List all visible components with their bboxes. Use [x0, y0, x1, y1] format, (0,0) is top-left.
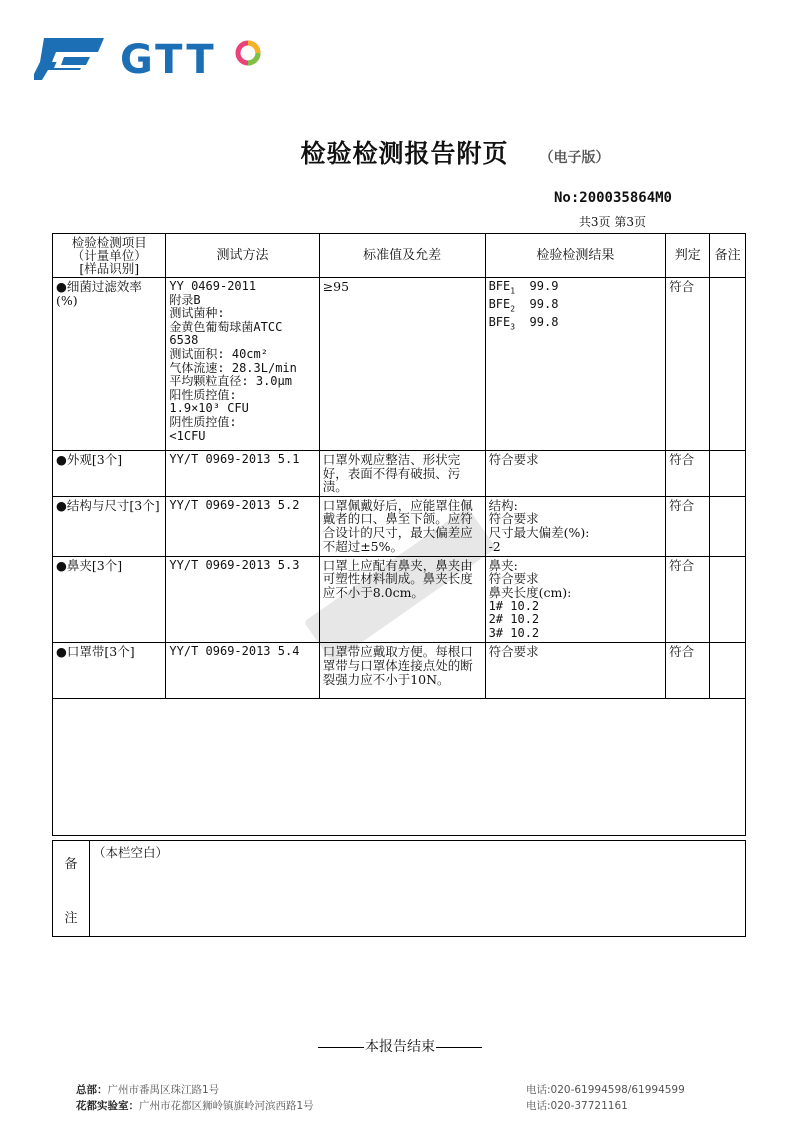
result-cell: [485, 278, 666, 451]
table-header-row: [53, 234, 746, 278]
remarks-table: [52, 840, 746, 937]
gtt-logo-mark-icon: [34, 38, 104, 80]
judgement-cell: 符合: [666, 556, 710, 643]
divider: [318, 1047, 364, 1048]
remark-cell: [710, 451, 746, 497]
lab-phone: 电话:020-37721161: [526, 1100, 628, 1112]
table-row: [53, 643, 746, 699]
bfe-result: $BFE_3$ 99.8: [488, 314, 559, 332]
standard-cell: 口罩带应戴取方便。每根口罩带与口罩体连接点处的断裂强力应不小于10N。: [319, 643, 485, 699]
lab-address-line: 花都实验室：广州市花都区狮岭镇旗岭河滨西路1号: [76, 1100, 314, 1112]
hq-phone: 电话:020-61994598/61994599: [526, 1084, 685, 1096]
remark-cell: [710, 643, 746, 699]
header-item: 检验检测项目 （计量单位） [样品识别]: [53, 234, 166, 278]
report-ending: 本报告结束: [0, 1036, 800, 1056]
judgement-cell: 符合: [666, 643, 710, 699]
table-row: [53, 278, 746, 451]
result-cell: 符合要求: [485, 643, 666, 699]
remarks-label: 备 注: [53, 841, 90, 937]
method-cell: YY 0469-2011 附录B 测试菌种: 金黄色葡萄球菌ATCC 6538 测试面积: 40cm² 气体流速: 28.3L/min 平均颗粒直径: 3.0μm 阳性质控值: 1.9×10³ CFU 阴性质控值: <1CFU: [166, 278, 319, 451]
judgement-cell: 符合: [666, 451, 710, 497]
blank-row: [53, 699, 746, 836]
remark-cell: [710, 556, 746, 643]
table-row: [53, 556, 746, 643]
logo-text: GTT: [120, 37, 217, 83]
divider: [436, 1047, 482, 1048]
blank-cell: [53, 699, 746, 836]
item-cell: ●外观[3个]: [53, 451, 166, 497]
page-info: 共3页 第3页: [578, 215, 646, 229]
standard-cell: 口罩外观应整洁、形状完好，表面不得有破损、污渍。: [319, 451, 485, 497]
header-result: 检验检测结果: [485, 234, 666, 278]
method-cell: YY/T 0969-2013 5.3: [166, 556, 319, 643]
standard-cell: 口罩佩戴好后，应能罩住佩戴者的口、鼻至下颌。应符合设计的尺寸，最大偏差应不超过±5%。: [319, 496, 485, 556]
method-cell: YY/T 0969-2013 5.2: [166, 496, 319, 556]
title-main: 检验检测报告附页: [300, 139, 509, 168]
standard-cell: 口罩上应配有鼻夹，鼻夹由可塑性材料制成。鼻夹长度应不小于8.0cm。: [319, 556, 485, 643]
header-remark: 备注: [710, 234, 746, 278]
bfe-result: $BFE_2$ 99.8: [488, 296, 559, 314]
header-judgement: 判定: [666, 234, 710, 278]
bfe-result: $BFE_1$ 99.9: [488, 279, 559, 296]
result-cell: 鼻夹: 符合要求 鼻夹长度(cm): 1# 10.2 2# 10.2 3# 10.2: [485, 556, 666, 643]
result-cell: 结构: 符合要求 尺寸最大偏差(%): -2: [485, 496, 666, 556]
judgement-cell: 符合: [666, 278, 710, 451]
remark-cell: [710, 278, 746, 451]
item-cell: ●鼻夹[3个]: [53, 556, 166, 643]
remark-cell: [710, 496, 746, 556]
item-cell: ●细菌过滤效率(%): [53, 278, 166, 451]
method-cell: YY/T 0969-2013 5.1: [166, 451, 319, 497]
header-standard: 标准值及允差: [319, 234, 485, 278]
title-sub: （电子版）: [539, 150, 610, 166]
result-cell: 符合要求: [485, 451, 666, 497]
table-row: [53, 496, 746, 556]
report-number: No:200035864M0: [553, 190, 672, 206]
company-logo: [34, 36, 274, 84]
hq-address-line: 总部：广州市番禺区珠江路1号: [76, 1084, 220, 1096]
results-table: [52, 233, 746, 836]
logo-ring-icon: [235, 40, 261, 66]
remarks-content: （本栏空白）: [90, 841, 746, 937]
method-cell: YY/T 0969-2013 5.4: [166, 643, 319, 699]
item-cell: ●结构与尺寸[3个]: [53, 496, 166, 556]
page-title: [0, 134, 800, 170]
header-method: 测试方法: [166, 234, 319, 278]
item-cell: ●口罩带[3个]: [53, 643, 166, 699]
judgement-cell: 符合: [666, 496, 710, 556]
table-row: [53, 451, 746, 497]
standard-cell: ≥95: [319, 278, 485, 451]
